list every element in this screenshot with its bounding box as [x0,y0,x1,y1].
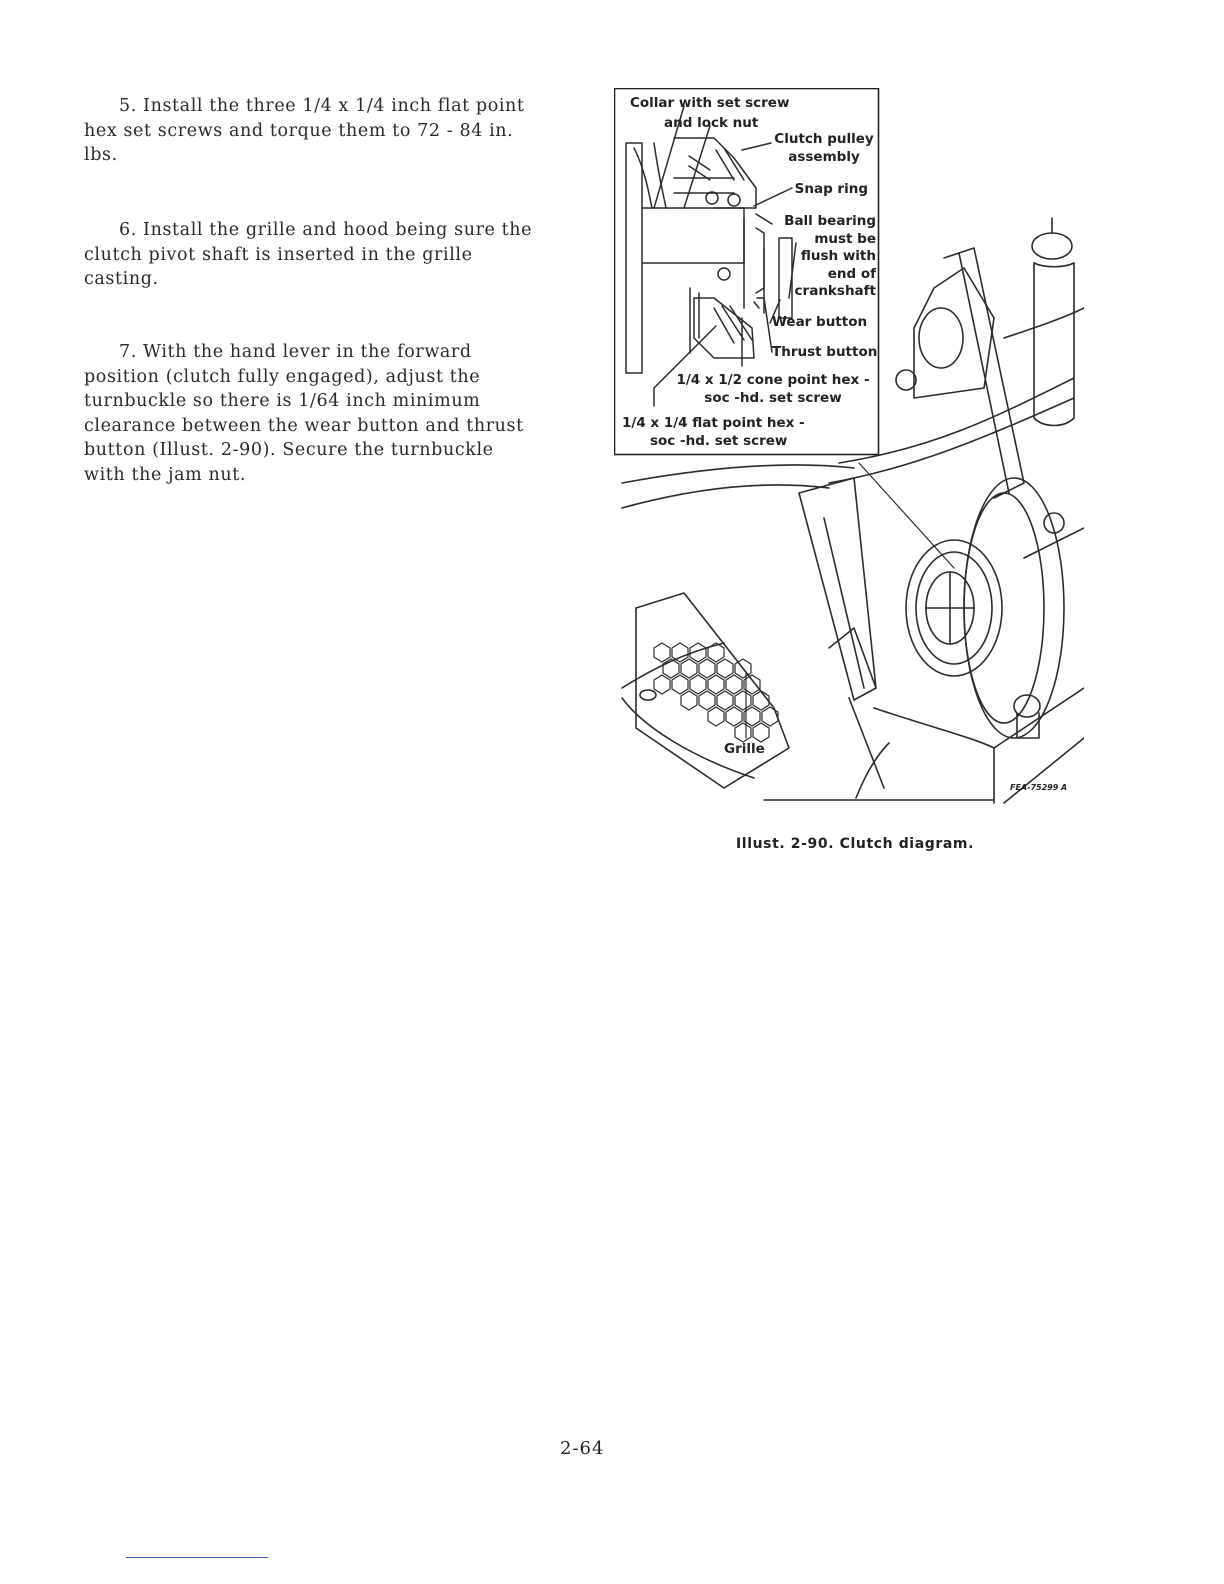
label-clutch-pulley: Clutch pulley assembly [774,131,874,165]
label-snap-ring: Snap ring [794,181,868,197]
label-cone-point-screw: 1/4 x 1/2 cone point hex - soc -hd. set screw [676,372,870,406]
label-grille: Grille [724,741,765,757]
grille-panel [636,593,789,788]
engine-knob [1032,233,1072,259]
frame-arm [799,478,876,700]
label-collar-2: and lock nut [664,115,759,131]
label-flat-point-screw: 1/4 x 1/4 flat point hex - soc -hd. set screw [622,415,805,449]
label-wear-button: Wear button [772,314,868,330]
deck-outline [622,465,854,483]
step-6-paragraph: 6. Install the grille and hood being sure the clutch pivot shaft is inserted in the grille casting. [84,220,533,289]
step-5-paragraph: 5. Install the three 1/4 x 1/4 inch flat point hex set screws and torque them to 72 - 84 in. lbs. [84,96,525,165]
step-7-paragraph: 7. With the hand lever in the forward position (clutch fully engaged), adjust the turnbuckle so there is 1/64 inch minimum clearance between the wear button and thrust button (Illust. 2-90). Secure the turnbuckle with the jam nut. [84,342,524,485]
label-thrust-button: Thrust button [772,344,878,360]
figure-caption: Illust. 2-90. Clutch diagram. [736,836,975,852]
bottom-rule [126,1557,268,1558]
page-number: 2-64 [560,1438,605,1459]
label-collar: Collar with set screw [630,95,790,111]
label-ball-bearing: Ball bearing must be flush with end of crankshaft [784,213,876,299]
figure-id: FEA-75299 A [1010,783,1068,792]
grille-mesh [654,643,778,742]
clutch-illustration [614,88,1084,808]
